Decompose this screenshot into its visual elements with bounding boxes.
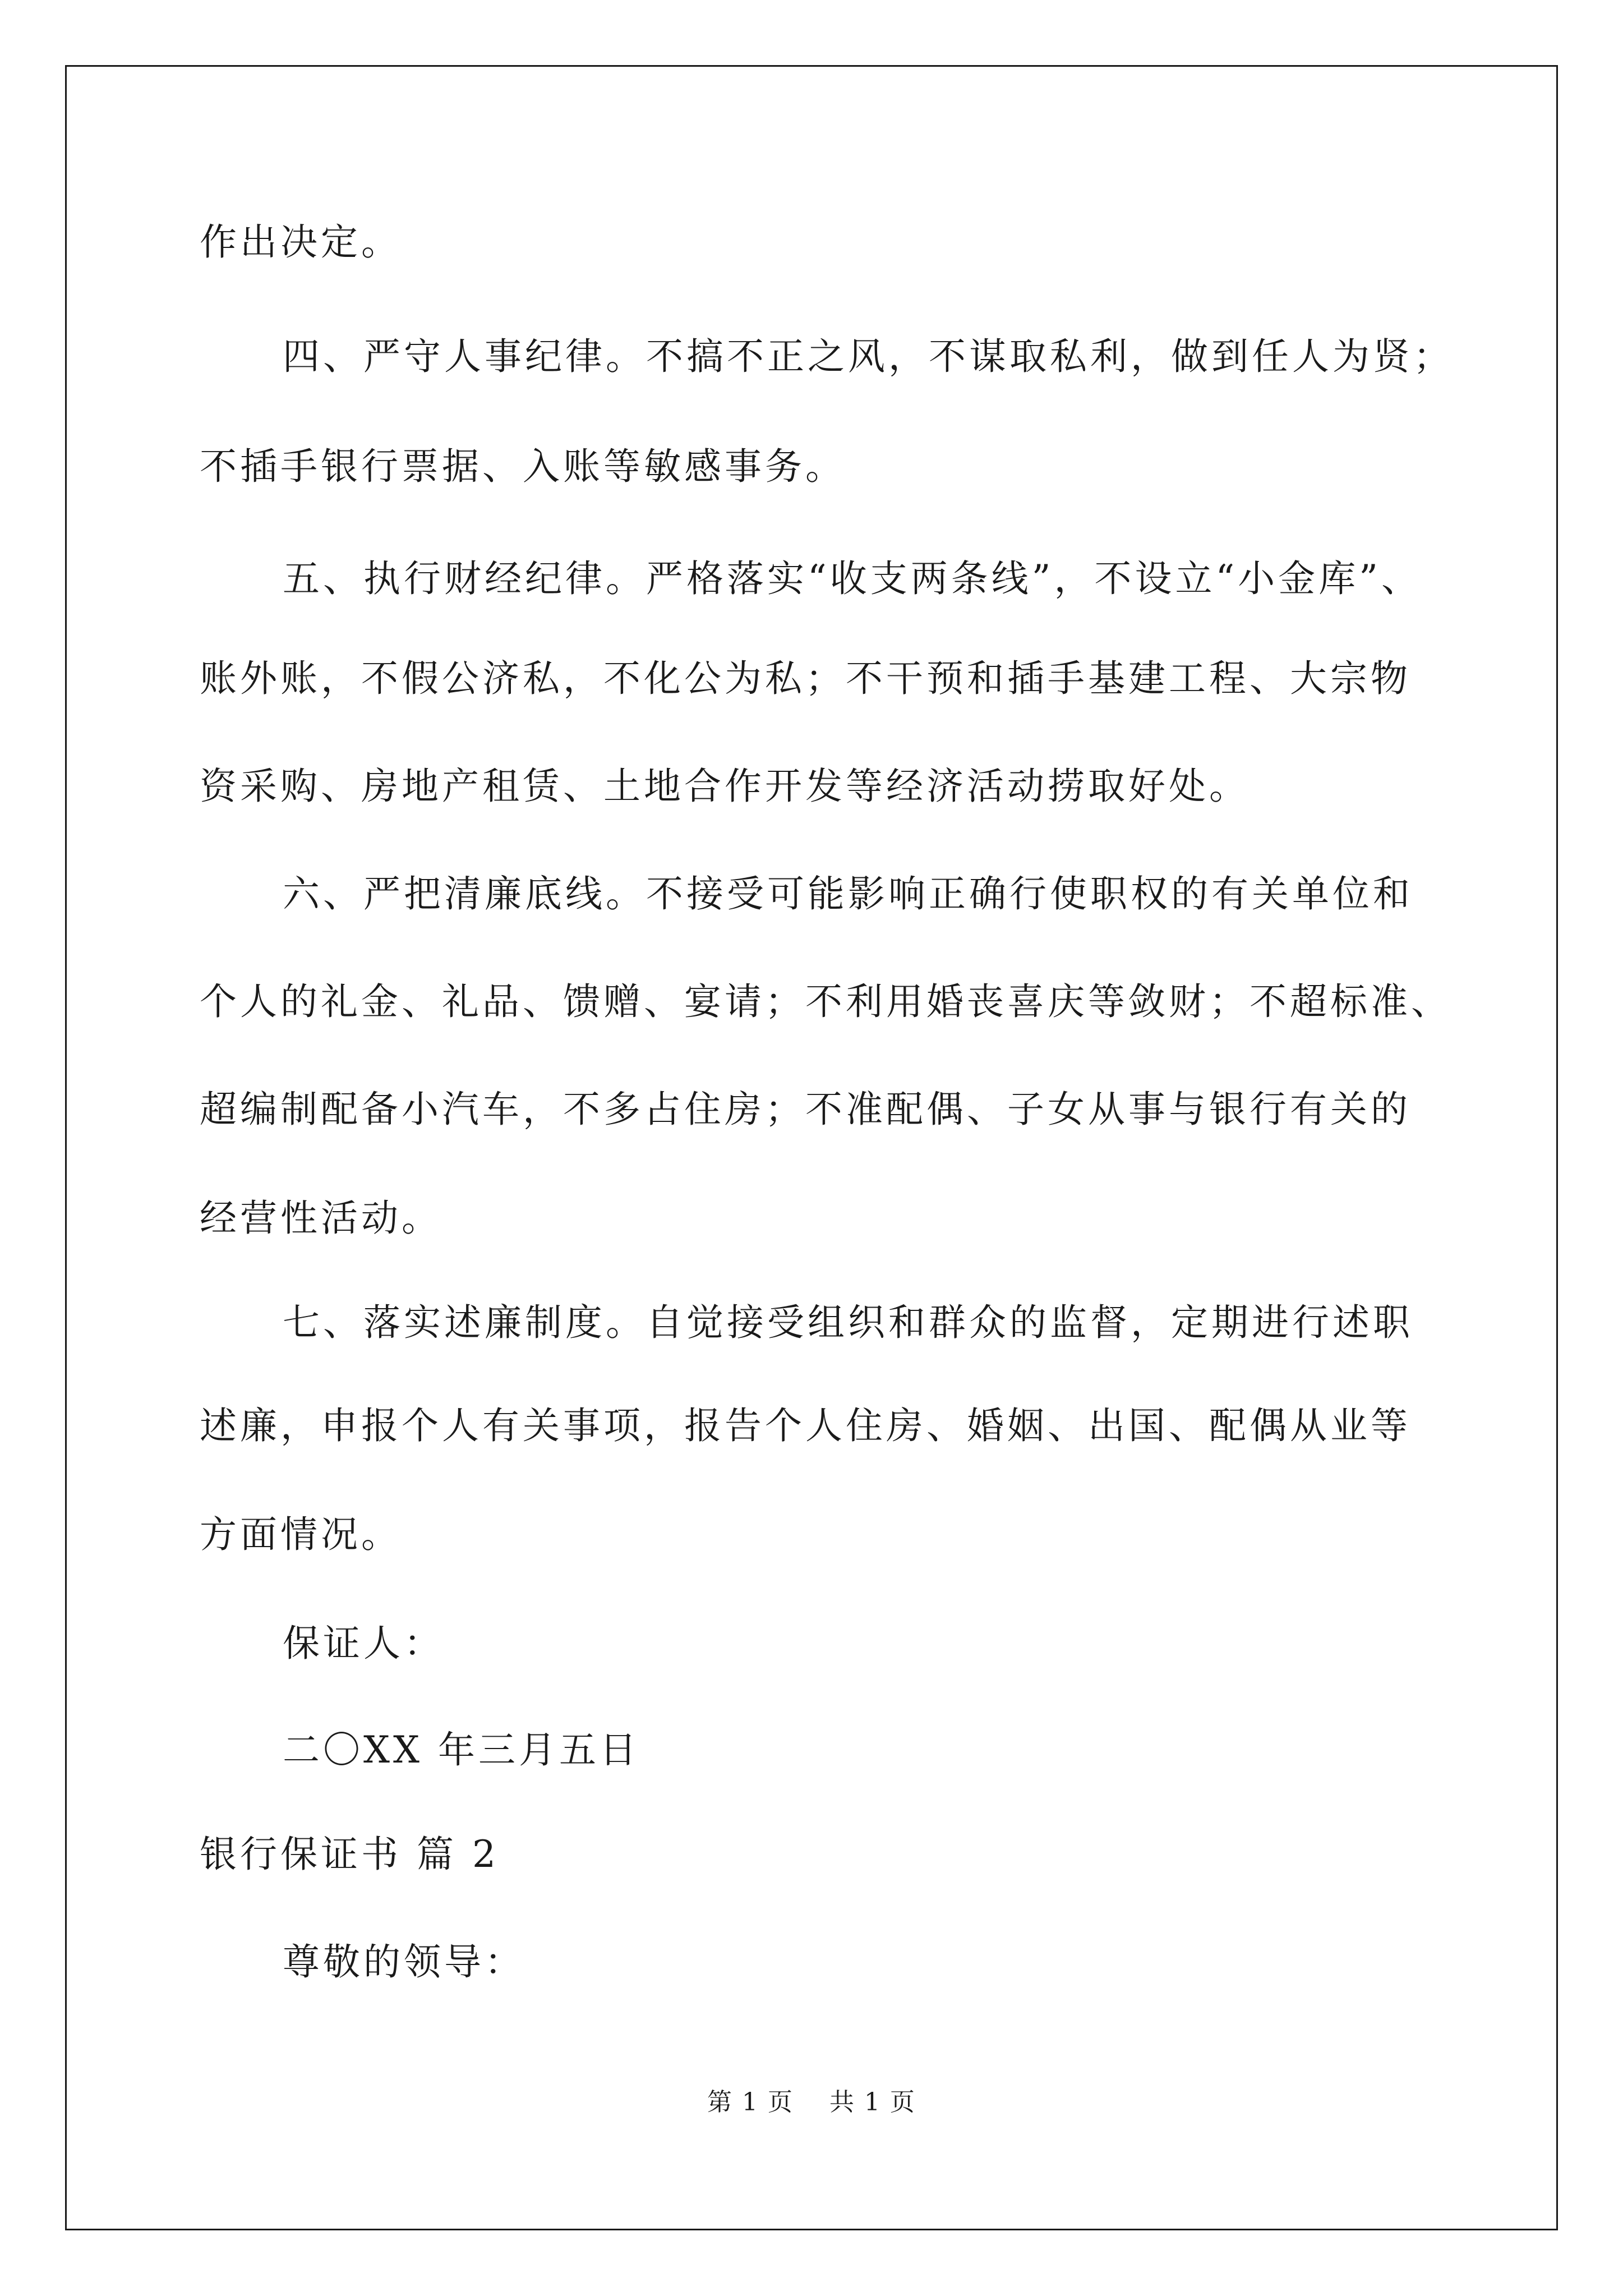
salutation: 尊敬的领导：: [283, 1940, 525, 1984]
body-line: 个人的礼金、礼品、馈赠、宴请；不利用婚丧喜庆等敛财；不超标准、: [200, 980, 1451, 1023]
body-line: 七、落实述廉制度。自觉接受组织和群众的监督，定期进行述职: [283, 1301, 1413, 1344]
body-line: 六、严把清廉底线。不接受可能影响正确行使职权的有关单位和: [283, 872, 1413, 915]
signatory-label: 保证人：: [283, 1622, 444, 1665]
body-line: 资采购、房地产租赁、土地合作开发等经济活动捞取好处。: [200, 765, 1249, 808]
body-line: 五、执行财经纪律。严格落实“收支两条线”，不设立“小金库”、: [283, 557, 1422, 600]
date-line: 二〇XX 年三月五日: [283, 1728, 640, 1772]
body-line: 方面情况。: [200, 1513, 402, 1556]
body-line: 作出决定。: [200, 220, 402, 264]
page-footer: 第 1 页 共 1 页: [707, 2088, 916, 2116]
page-border: [65, 65, 1558, 2230]
body-line: 超编制配备小汽车，不多占住房；不准配偶、子女从事与银行有关的: [200, 1088, 1411, 1131]
body-line: 四、严守人事纪律。不搞不正之风，不谋取私利，做到任人为贤；: [283, 335, 1454, 378]
body-line: 经营性活动。: [200, 1197, 442, 1240]
section-title: 银行保证书 篇 2: [200, 1833, 499, 1876]
body-line: 不插手银行票据、入账等敏感事务。: [200, 445, 846, 488]
body-line: 述廉，申报个人有关事项，报告个人住房、婚姻、出国、配偶从业等: [200, 1404, 1411, 1447]
body-line: 账外账，不假公济私，不化公为私；不干预和插手基建工程、大宗物: [200, 657, 1411, 700]
